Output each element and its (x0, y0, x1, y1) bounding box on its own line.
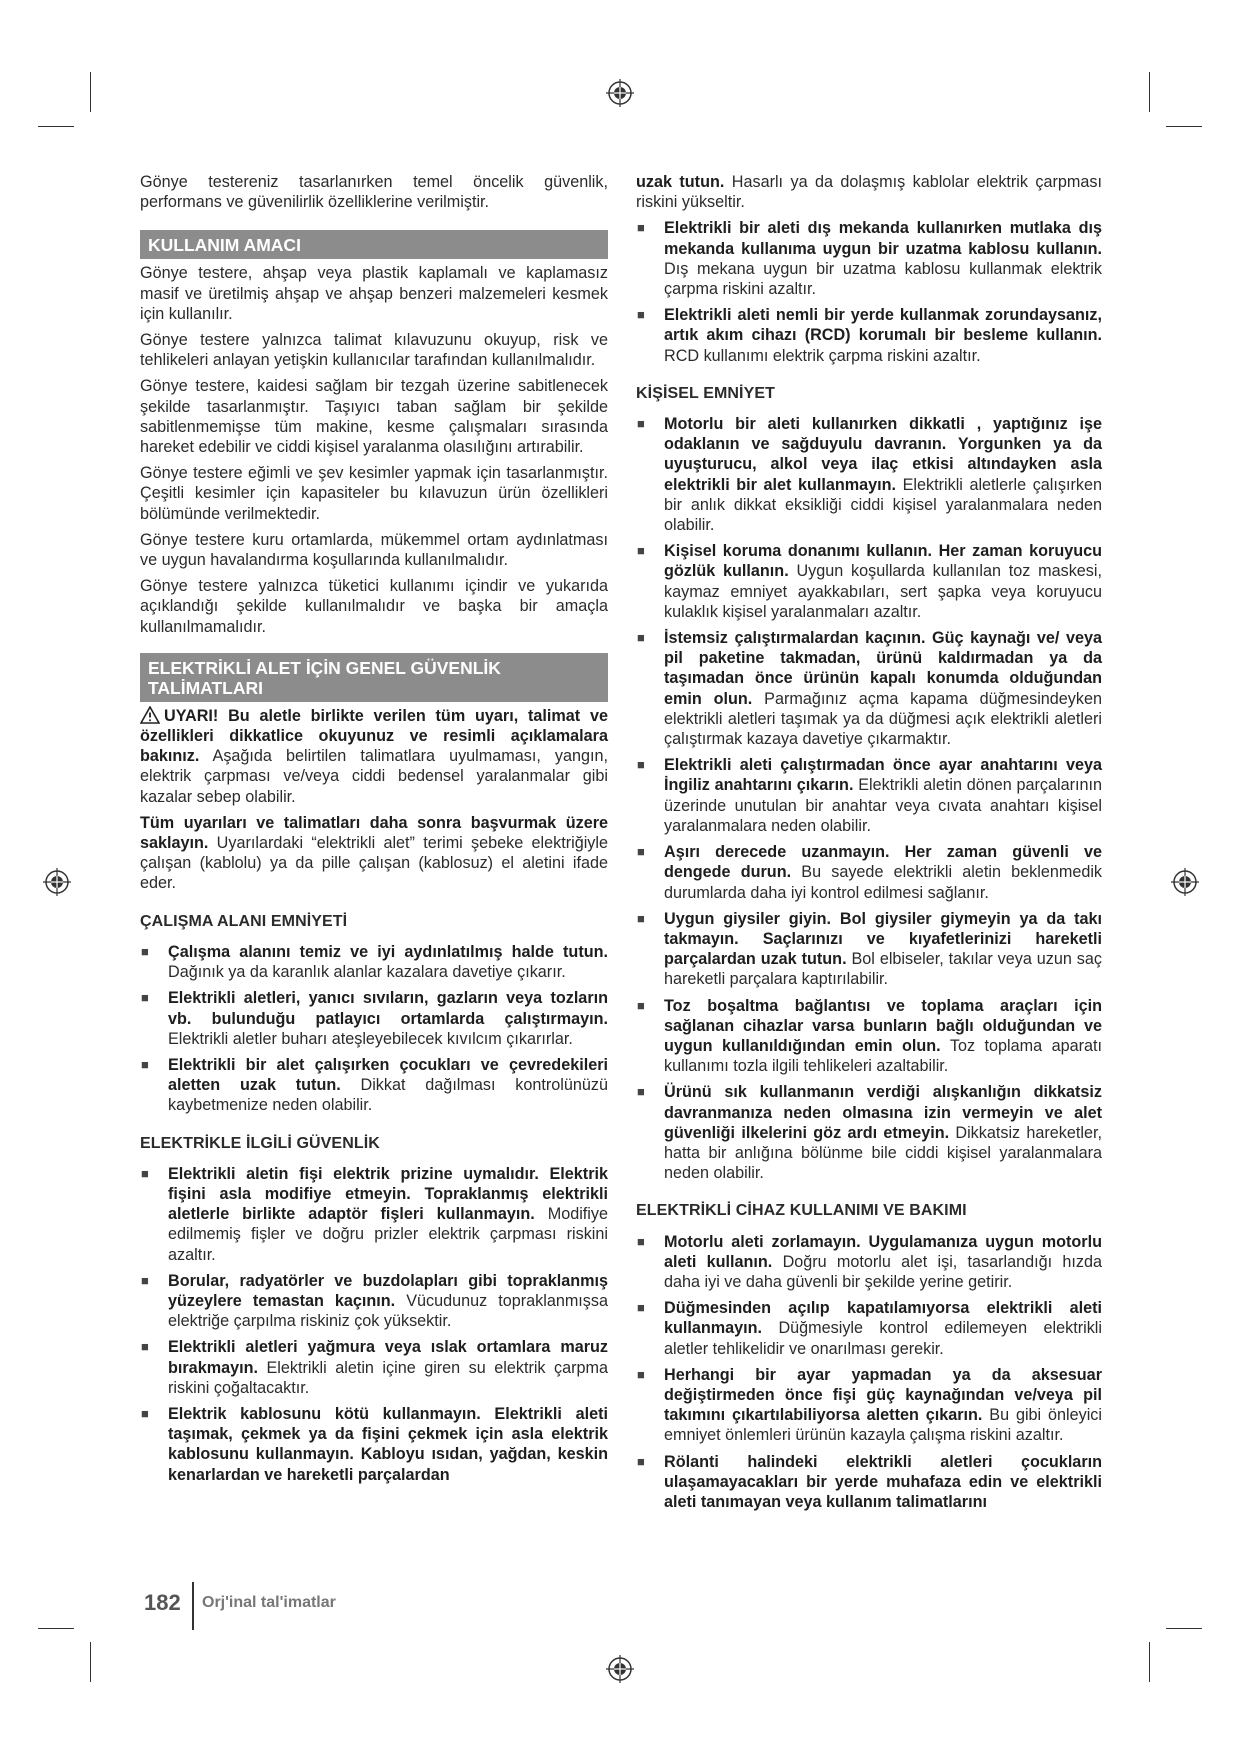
paragraph: Gönye testere yalnızca tüketici kullanımı içindir ve yukarıda açıklandığı şekilde kullanılmalıdır ve başka bir amaçla kullanılmamalıdır. (140, 577, 608, 636)
item-text: Dağınık ya da karanlık alanlar kazalara davetiye çıkarır. (168, 963, 566, 982)
item-text: Bu sayede elektrikli aletin beklenmedik durumlarda daha iyi kontrol edilmesi sağlanır. (664, 863, 1103, 902)
item-text: Elektrikli aletlerle çalışırken bir anlık dikkat eksikliği ciddi kişisel yaralanmalara neden olabilir. (664, 475, 1102, 535)
item-bold: Ürünü sık kullanmanın verdiği alışkanlığın dikkatsiz davranmanıza neden olmasına izin vermeyin ve alet güvenliği ilkelerini göz ardı etmeyin. (664, 1083, 1102, 1142)
item-bold: Elektrikli bir aleti dış mekanda kullanırken mutlaka dış mekanda kullanıma uygun bir uzatma kablosu kullanın. (664, 219, 1102, 258)
crop-mark (90, 72, 91, 112)
registration-target-icon (1170, 867, 1200, 897)
left-column (140, 172, 608, 1491)
bullet-square-icon: ■ (141, 990, 149, 1006)
continued-text: Hasarlı ya da dolaşmış kablolar elektrik çarpması riskini yükseltir. (636, 173, 1102, 212)
warning-triangle-icon (140, 706, 160, 724)
list-item (140, 1337, 608, 1398)
item-bold: Kişisel koruma donanımı kullanın. Her zaman koruyucu gözlük kullanın. (664, 542, 1102, 581)
item-text: Parmağınız açma kapama düğmesindeyken elektrikli aletleri taşımak ya da düğmesi açık elektrikli aletleri çalıştırmak kazaya davetiye çıkarmaktır. (664, 689, 1103, 749)
item-text: RCD kullanımı elektrik çarpma riskini azaltır. (664, 346, 981, 365)
keep-instructions-paragraph (140, 813, 608, 894)
item-bold: Düğmesinden açılıp kapatılamıyorsa elektrikli aleti kullanmayın. (664, 1299, 1102, 1338)
item-bold: Elektrikli aletin fişi elektrik prizine uymalıdır. Elektrik fişini asla modifiye etmeyin. Topraklanmış elektrikli aletlerle birlikte adaptör fişleri kullanmayın. (168, 1164, 608, 1224)
item-text: Toz toplama aparatı kullanımı tozla ilgili tehlikeleri azaltabilir. (664, 1036, 1102, 1076)
list-item (636, 1452, 1102, 1513)
subheading-tool-use-care: ELEKTRİKLİ CİHAZ KULLANIMI VE BAKIMI (636, 1202, 967, 1220)
bullet-square-icon: ■ (141, 1272, 149, 1288)
item-text: Dikkat dağılması kontrolünüzü kaybetmenize neden olabilir. (168, 1076, 608, 1115)
list-item (636, 1082, 1102, 1183)
list-item (636, 1365, 1102, 1446)
footer-divider (192, 1582, 194, 1630)
crop-mark (1166, 126, 1202, 127)
item-text: Dış mekana uygun bir uzatma kablosu kullanmak elektrik çarpma riskini azaltır. (664, 259, 1102, 299)
item-text: Bu gibi önleyici emniyet önlemleri ürünün kazayla çalışma riskini azaltır. (664, 1406, 1102, 1445)
heading-line: ELEKTRİKLİ ALET İÇİN GENEL GÜVENLİK (148, 657, 501, 678)
crop-mark (1149, 1642, 1150, 1682)
continued-bold: uzak tutun. (636, 173, 725, 191)
item-bold: Borular, radyatörler ve buzdolapları gibi topraklanmış yüzeylere temastan kaçının. (168, 1271, 608, 1310)
bullet-square-icon: ■ (637, 416, 645, 432)
section-heading-intended-use: KULLANIM AMACI (140, 230, 608, 259)
warning-text: Aşağıda belirtilen talimatlara uyulmaması, yangın, elektrik çarpması ve/veya ciddi bedensel yaralanmalar gibi kazalar sebep olabilir. (140, 747, 608, 806)
warning-paragraph (140, 706, 608, 807)
item-text: Uygun koşullarda kullanılan toz maskesi, kaymaz emniyet ayakkabıları, sert şapka veya koruyucu kulaklık kişisel yaralanmaları azaltır. (664, 562, 1102, 621)
footer-label: Orj'inal tal'imatlar (202, 1594, 336, 1611)
bullet-square-icon: ■ (637, 220, 645, 236)
subheading-electrical-safety: ELEKTRİKLE İLGİLİ GÜVENLİK (140, 1134, 380, 1152)
item-bold: Çalışma alanını temiz ve iyi aydınlatılmış halde tutun. (168, 942, 608, 961)
registration-target-icon (605, 78, 635, 108)
list-item (140, 942, 608, 982)
registration-target-icon (605, 1654, 635, 1684)
item-bold: Elektrikli bir alet çalışırken çocukları ve çevredekileri aletten uzak tutun. (168, 1055, 608, 1095)
intro-paragraph: Gönye testereniz tasarlanırken temel öncelik güvenlik, performans ve güvenilirlik özelliklerine verilmiştir. (140, 173, 608, 212)
item-text: Bol elbiseler, takılar veya uzun saç hareketli parçalara kaptırılabilir. (664, 950, 1102, 989)
list-item (636, 842, 1102, 903)
page-number: 182 (144, 1590, 181, 1615)
list-item (636, 996, 1102, 1077)
list-item (636, 218, 1102, 299)
bullet-square-icon: ■ (637, 630, 645, 646)
list-item (636, 909, 1102, 990)
warning-bold: UYARI! Bu aletle birlikte verilen tüm uyarı, talimat ve özellikleri dikkatlice okuyunuz ve resimli açıklamalara bakınız. (140, 706, 608, 766)
item-bold: Elektrikli aleti nemli bir yerde kullanmak zorundaysanız, artık akım cihazı (RCD) korumalı bir besleme kullanın. (664, 306, 1102, 345)
item-text: Elektrikli aletin dönen parçalarının üzerinde unutulan bir anahtar veya cıvata anahtarı kişisel yaralanmalara neden olabilir. (664, 776, 1102, 835)
bullet-square-icon: ■ (637, 307, 645, 323)
section-heading-general-safety (140, 653, 608, 702)
bullet-square-icon: ■ (141, 943, 149, 959)
bullet-square-icon: ■ (141, 1165, 149, 1181)
keep-text: Uyarılardaki “elektrikli alet” terimi şebeke elektriğiyle çalışan (kablolu) ya da pille çalışan (kablosuz) el aletini ifade eder. (140, 834, 608, 893)
item-bold: Elektrikli aletleri yağmura veya ıslak ortamlara maruz bırakmayın. (168, 1338, 608, 1377)
item-bold: Toz boşaltma bağlantısı ve toplama araçları için sağlanan cihazlar varsa bunların bağlı olduğundan ve uygun kullanıldığından emin olun. (664, 996, 1102, 1055)
keep-bold: Tüm uyarıları ve talimatları daha sonra başvurmak üzere saklayın. (140, 813, 608, 853)
list-item (636, 755, 1102, 836)
list-item (636, 1298, 1102, 1359)
bullet-square-icon: ■ (637, 910, 645, 926)
crop-mark (1166, 1628, 1202, 1629)
crop-mark (38, 1628, 74, 1629)
bullet-square-icon: ■ (637, 997, 645, 1013)
subheading-work-area: ÇALIŞMA ALANI EMNİYETİ (140, 912, 348, 930)
paragraph: Gönye testere eğimli ve şev kesimler yapmak için tasarlanmıştır. Çeşitli kesimler için kapasiteler bu kılavuzun ürün özellikleri bölümünde verilmektedir. (140, 464, 608, 523)
list-item (636, 541, 1102, 622)
bullet-square-icon: ■ (141, 1339, 149, 1355)
paragraph: Gönye testere, ahşap veya plastik kaplamalı ve kaplamasız masif ve üretilmiş ahşap ve ahşap benzeri malzemeleri kesmek için kullanılır. (140, 264, 608, 323)
item-bold: Elektrikli aleti çalıştırmadan önce ayar anahtarını veya İngiliz anahtarını çıkarın. (664, 756, 1102, 795)
item-bold: İstemsiz çalıştırmalardan kaçının. Güç kaynağı ve/ veya pil paketine takmadan, ürünü kaldırmadan ya da taşımadan önce ürünün kapalı konumda olduğundan emin olun. (664, 629, 1102, 708)
bullet-square-icon: ■ (637, 1300, 645, 1316)
list-item (636, 414, 1102, 535)
registration-target-icon (42, 867, 72, 897)
item-bold: Rölanti halindeki elektrikli aletleri çocukların ulaşamayacakları bir yerde muhafaza edin ve elektrikli aleti tanımayan veya kullanım talimatlarını (664, 1452, 1102, 1511)
heading-line: TALİMATLARI (148, 677, 264, 698)
crop-mark (90, 1642, 91, 1682)
item-bold: Elektrikli aletleri, yanıcı sıvıların, gazların veya tozların vb. bulunduğu patlayıcı ortamlarda çalıştırmayın. (168, 989, 608, 1028)
item-text: Modifiye edilmemiş fişler ve doğru prizler elektrik çarpması riskini azaltır. (168, 1205, 608, 1264)
bullet-square-icon: ■ (637, 1084, 645, 1100)
list-item (140, 1055, 608, 1116)
bullet-square-icon: ■ (637, 1366, 645, 1382)
item-text: Elektrikli aletler buharı ateşleyebilecek kıvılcım çıkarırlar. (168, 1029, 573, 1048)
list-item (636, 628, 1102, 749)
paragraph: Gönye testere, kaidesi sağlam bir tezgah üzerine sabitlenecek şekilde tasarlanmıştır. Taşıyıcı taban sağlam bir şekilde sabitlenmemişse tüm makine, kesme çalışmaları sırasında hareket edebilir ve ciddi kişisel yaralanma olasılığını artırabilir. (140, 377, 608, 457)
crop-mark (38, 126, 74, 127)
bullet-square-icon: ■ (637, 1233, 645, 1249)
list-item (140, 1271, 608, 1332)
bullet-square-icon: ■ (141, 1056, 149, 1072)
list-item (140, 1164, 608, 1265)
item-bold: Aşırı derecede uzanmayın. Her zaman güvenli ve dengede durun. (664, 843, 1102, 882)
bullet-square-icon: ■ (637, 844, 645, 860)
item-text: Vücudunuz topraklanmışsa elektriğe çarpılma riskiniz çok yüksektir. (168, 1291, 608, 1331)
continued-paragraph (636, 172, 1102, 212)
item-text: Düğmesiyle kontrol edilemeyen elektrikli aletler tehlikelidir ve onarılması gerekir. (664, 1319, 1102, 1358)
bullet-square-icon: ■ (637, 543, 645, 559)
list-item (636, 1232, 1102, 1293)
item-text: Doğru motorlu alet işi, tasarlandığı hızda daha iyi ve daha güvenli bir şekilde yerine getirir. (664, 1252, 1102, 1291)
item-bold: Motorlu bir aleti kullanırken dikkatli , yaptığınız işe odaklanın ve sağduyulu davranın. Yorgunken ya da uyuşturucu, alkol veya ilaç etkisi altındayken asla elektrikli bir alet kullanmayın. (664, 415, 1102, 494)
item-bold: Elektrik kablosunu kötü kullanmayın. Elektrikli aleti taşımak, çekmek ya da fişini çekmek için asla elektrik kablosunu kullanmayın. Kabloyu ısıdan, yağdan, keskin kenarlardan ve hareketli parçalardan (168, 1404, 608, 1484)
paragraph: Gönye testere yalnızca talimat kılavuzunu okuyup, risk ve tehlikeleri anlayan yetişkin kullanıcılar tarafından kullanılmalıdır. (140, 331, 608, 370)
bullet-square-icon: ■ (141, 1405, 149, 1421)
list-item (140, 988, 608, 1049)
item-text: Dikkatsiz hareketler, hatta bir anlığına bölünme bile ciddi kişisel yaralanmalara neden olabilir. (664, 1123, 1102, 1183)
subheading-personal-safety: KİŞİSEL EMNİYET (636, 384, 776, 402)
item-bold: Uygun giysiler giyin. Bol giysiler giymeyin ya da takı takmayın. Saçlarınızı ve kıyafetlerinizi hareketli parçalardan uzak tutun. (664, 909, 1102, 969)
item-bold: Motorlu aleti zorlamayın. Uygulamanıza uygun motorlu aleti kullanın. (664, 1232, 1102, 1271)
bullet-square-icon: ■ (637, 757, 645, 773)
list-item (140, 1404, 608, 1485)
bullet-square-icon: ■ (637, 1453, 645, 1469)
crop-mark (1149, 72, 1150, 112)
paragraph: Gönye testere kuru ortamlarda, mükemmel ortam aydınlatması ve uygun havalandırma koşullarında kullanılmalıdır. (140, 530, 608, 570)
item-bold: Herhangi bir ayar yapmadan ya da aksesuar değiştirmeden önce fişi güç kaynağından ve/veya pil takımını çıkartılabiliyorsa aletten çıkarın. (664, 1365, 1102, 1425)
list-item (636, 305, 1102, 366)
item-text: Elektrikli aletin içine giren su elektrik çarpma riskini çoğaltacaktır. (168, 1358, 608, 1397)
right-column (636, 172, 1102, 1518)
